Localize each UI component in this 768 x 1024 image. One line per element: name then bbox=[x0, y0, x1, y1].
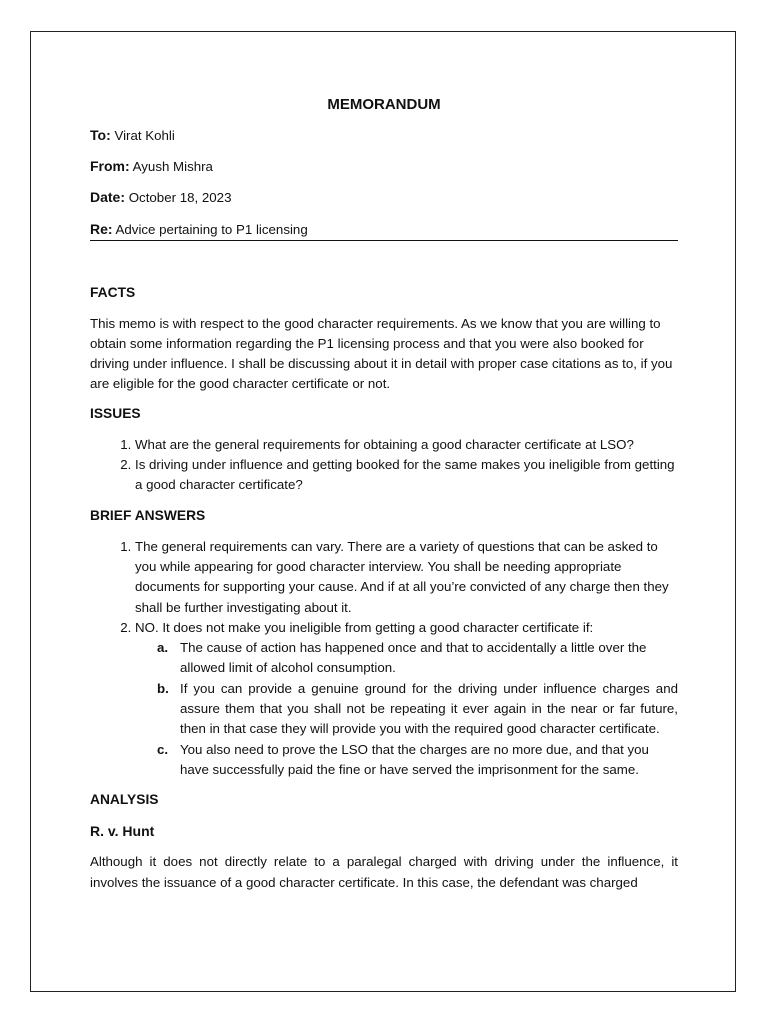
answer-item-text: NO. It does not make you ineligible from getting a good character certificate if: bbox=[135, 619, 594, 635]
conditions-list bbox=[135, 638, 678, 780]
case-heading: R. v. Hunt bbox=[90, 823, 155, 840]
condition-marker: a. bbox=[157, 640, 169, 656]
re-label: Re: bbox=[90, 220, 113, 237]
condition-text: You also need to prove the LSO that the charges are no more due, and that you have successfully paid the fine or have served the imprisonment for the same. bbox=[180, 741, 649, 777]
issue-item: 2. Is driving under influence and getting booked for the same makes you ineligible from getting a good character certificate? bbox=[135, 455, 678, 496]
facts-heading: FACTS bbox=[90, 284, 136, 300]
date-line bbox=[90, 187, 678, 208]
issue-item: 1. What are the general requirements for obtaining a good character certificate at LSO? bbox=[135, 435, 678, 455]
re-value: Advice pertaining to P1 licensing bbox=[115, 221, 308, 237]
condition-marker: b. bbox=[157, 680, 169, 696]
brief-answers-heading: BRIEF ANSWERS bbox=[90, 507, 206, 523]
analysis-heading: ANALYSIS bbox=[90, 792, 159, 808]
condition-item bbox=[157, 638, 678, 679]
to-label: To: bbox=[90, 127, 111, 143]
from-value: Ayush Mishra bbox=[132, 159, 213, 175]
answer-item: 1. The general requirements can vary. There are a variety of questions that can be asked to you while appearing for good character interview. You shall be needing appropriate documents for supporting your cause. And if at all you’re convicted of any charge then they shall be further investigating about it. bbox=[135, 537, 678, 618]
re-line bbox=[90, 219, 678, 241]
condition-text: The cause of action has happened once and that to accidentally a little over the allowed limit of alcohol consumption. bbox=[180, 640, 647, 676]
issues-heading: ISSUES bbox=[90, 405, 141, 421]
memo-content bbox=[90, 95, 678, 893]
date-label: Date: bbox=[90, 189, 126, 206]
analysis-paragraph: Although it does not directly relate to a paralegal charged with driving under the influence, it involves the issuance of a good character certificate. In this case, the defendant was charged bbox=[90, 854, 678, 890]
brief-answers-list bbox=[90, 537, 678, 781]
condition-item bbox=[157, 679, 678, 740]
facts-paragraph: This memo is with respect to the good character requirements. As we know that you are willing to obtain some information regarding the P1 licensing process and that you were also booked for driving under influence. I shall be discussing about it in detail with proper case citations as to, if you are eligible for the good character certificate or not. bbox=[90, 315, 673, 392]
condition-item bbox=[157, 740, 678, 781]
issues-list bbox=[90, 435, 678, 496]
answer-item bbox=[135, 618, 678, 780]
condition-marker: c. bbox=[157, 741, 169, 757]
to-line bbox=[90, 125, 678, 146]
from-line bbox=[90, 156, 678, 177]
memo-title: MEMORANDUM bbox=[327, 96, 441, 113]
to-value: Virat Kohli bbox=[114, 128, 175, 143]
date-value: October 18, 2023 bbox=[128, 190, 232, 206]
document-page bbox=[30, 31, 736, 992]
from-label: From: bbox=[90, 158, 130, 175]
condition-text: If you can provide a genuine ground for the driving under influence charges and assure them that you shall not be repeating it ever again in the near or far future, then in that case they will provide you with the required good character certificate. bbox=[180, 680, 678, 737]
